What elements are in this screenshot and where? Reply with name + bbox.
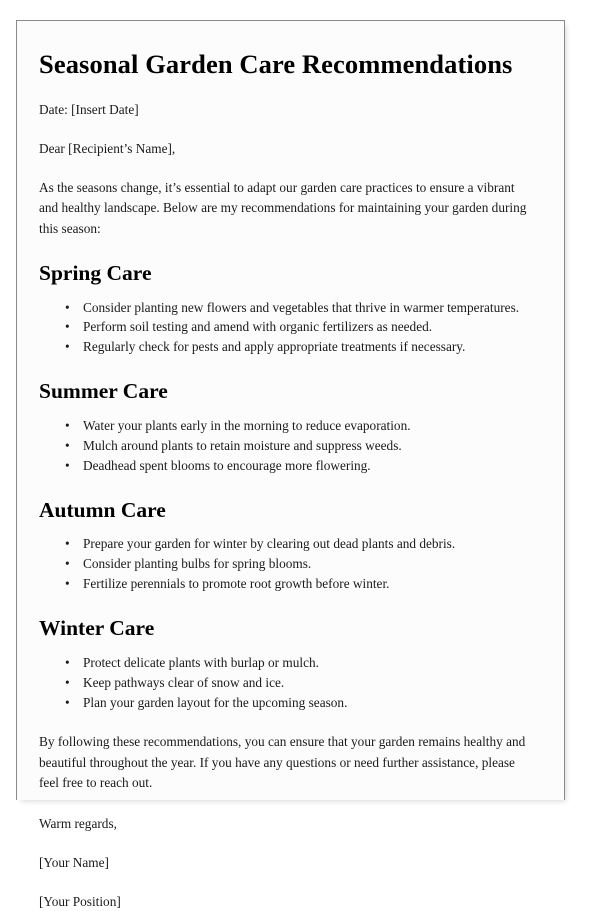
list-item-text: Consider planting new flowers and vegetables that thrive in warmer temperatures. — [83, 299, 520, 315]
bullet-icon: • — [65, 437, 70, 453]
list-item — [65, 654, 542, 673]
list-item — [65, 555, 542, 574]
care-list-winter — [39, 654, 542, 713]
date-line: Date: [Insert Date] — [39, 102, 139, 118]
bullet-icon: • — [65, 417, 70, 433]
signature-name: [Your Name] — [39, 854, 109, 870]
closing-paragraph: By following these recommendations, you can ensure that your garden remains healthy and beautiful throughout the year. If you have any questions or need further assistance, please feel free to reach out. — [39, 734, 526, 790]
intro-paragraph: As the seasons change, it’s essential to adapt our garden care practices to ensure a vibrant and healthy landscape. Below are my recommendations for maintaining your garden during this season: — [39, 180, 527, 236]
document-body — [17, 21, 564, 911]
list-item-text: Mulch around plants to retain moisture and suppress weeds. — [83, 437, 402, 453]
list-item-text: Deadhead spent blooms to encourage more flowering. — [83, 457, 371, 473]
list-item — [65, 417, 542, 436]
list-item-text: Prepare your garden for winter by clearing out dead plants and debris. — [83, 536, 456, 552]
section-heading-autumn-care: Autumn Care — [39, 497, 166, 522]
list-item-text: Water your plants early in the morning to reduce evaporation. — [83, 417, 411, 433]
sign-off-line: Warm regards, — [39, 816, 117, 832]
section-heading-spring-care: Spring Care — [39, 260, 152, 285]
care-list-autumn — [39, 535, 542, 594]
list-item — [65, 338, 542, 357]
list-item-text: Fertilize perennials to promote root growth before winter. — [83, 576, 390, 592]
list-item — [65, 535, 542, 554]
bullet-icon: • — [65, 694, 70, 710]
bullet-icon: • — [65, 299, 70, 315]
list-item — [65, 694, 542, 713]
list-item-text: Perform soil testing and amend with organic fertilizers as needed. — [83, 319, 433, 335]
list-item-text: Plan your garden layout for the upcoming season. — [83, 694, 348, 710]
bullet-icon: • — [65, 457, 70, 473]
bullet-icon: • — [65, 536, 70, 552]
bullet-icon: • — [65, 556, 70, 572]
document-page — [16, 20, 565, 909]
section-heading-winter-care: Winter Care — [39, 616, 155, 641]
list-item — [65, 437, 542, 456]
list-item — [65, 674, 542, 693]
list-item-text: Keep pathways clear of snow and ice. — [83, 674, 285, 690]
list-item-text: Protect delicate plants with burlap or mulch. — [83, 654, 319, 670]
list-item-text: Consider planting bulbs for spring blooms. — [83, 556, 312, 572]
bullet-icon: • — [65, 576, 70, 592]
signature-position: [Your Position] — [39, 893, 121, 909]
list-item — [65, 299, 542, 318]
bullet-icon: • — [65, 654, 70, 670]
list-item — [65, 575, 542, 594]
list-item — [65, 318, 542, 337]
salutation-line: Dear [Recipient’s Name], — [39, 141, 176, 157]
list-item — [65, 457, 542, 476]
page-title: Seasonal Garden Care Recommendations — [39, 49, 513, 79]
bullet-icon: • — [65, 339, 70, 355]
bullet-icon: • — [65, 674, 70, 690]
care-list-spring — [39, 299, 542, 358]
bullet-icon: • — [65, 319, 70, 335]
care-list-summer — [39, 417, 542, 476]
list-item-text: Regularly check for pests and apply appropriate treatments if necessary. — [83, 339, 466, 355]
section-heading-summer-care: Summer Care — [39, 379, 168, 404]
